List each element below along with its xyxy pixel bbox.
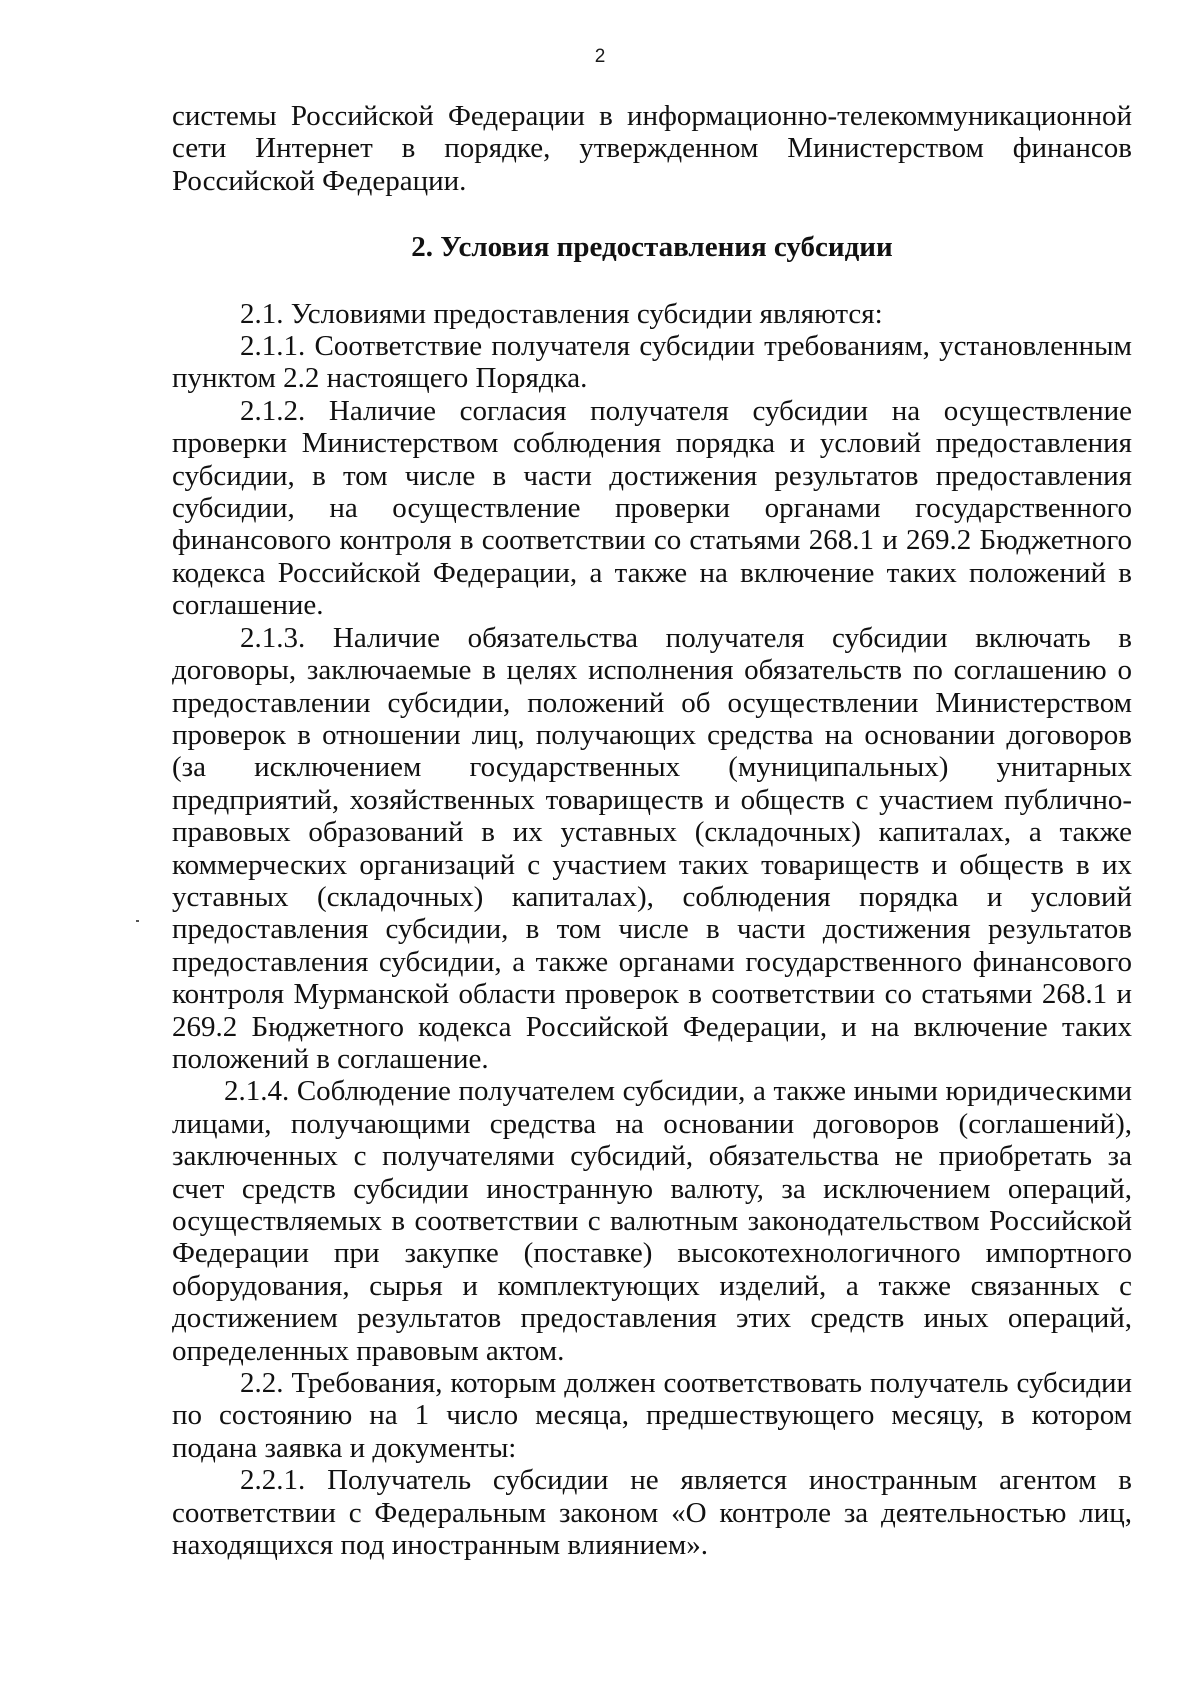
paragraph-2-1-3: 2.1.3. Наличие обязательства получателя субсидии включать в договоры, заключаемые в целях исполнения обязательств по соглашению о предоставлении субсидии, положений об осуществлении Министерством проверок в отношении лиц, получающих средства на основании договоров (за исключением государственных (муниципальных) унитарных предприятий, хозяйственных товариществ и обществ с участием публично-правовых образований в их уставных (складочных) капиталах, а также коммерческих организаций с участием таких товариществ и обществ в их уставных (складочных) капиталах), соблюдения порядка и условий предоставления субсидии, в том числе в части достижения результатов предоставления субсидии, а также органами государственного финансового контроля Мурманской области проверок в соответствии со статьями 268.1 и 269.2 Бюджетного кодекса Российской Федерации, и на включение таких положений в соглашение.	[172, 621, 1132, 1075]
scan-speck	[136, 920, 139, 922]
paragraph-2-1: 2.1. Условиями предоставления субсидии являются:	[240, 297, 883, 330]
paragraph-continuation: системы Российской Федерации в информационно-телекоммуникационной сети Интернет в порядке, утвержденном Министерством финансов Российской Федерации.	[172, 100, 1132, 197]
document-body	[172, 100, 1132, 1561]
page-number: 2	[594, 46, 606, 67]
paragraph-2-1-2: 2.1.2. Наличие согласия получателя субсидии на осуществление проверки Министерством соблюдения порядка и условий предоставления субсидии, в том числе в части достижения результатов предоставления субсидии, на осуществление проверки органами государственного финансового контроля в соответствии со статьями 268.1 и 269.2 Бюджетного кодекса Российской Федерации, а также на включение таких положений в соглашение.	[172, 394, 1132, 622]
paragraph-2-2-1: 2.2.1. Получатель субсидии не является иностранным агентом в соответствии с Федеральным законом «О контроле за деятельностью лиц, находящихся под иностранным влиянием».	[172, 1464, 1132, 1562]
paragraph-2-2: 2.2. Требования, которым должен соответствовать получатель субсидии по состоянию на 1 число месяца, предшествующего месяцу, в котором подана заявка и документы:	[172, 1367, 1132, 1464]
paragraph-2-1-4: 2.1.4. Соблюдение получателем субсидии, а также иными юридическими лицами, получающими средства на основании договоров (соглашений), заключенных с получателями субсидий, обязательства не приобретать за счет средств субсидии иностранную валюту, за исключением операций, осуществляемых в соответствии с валютным законодательством Российской Федерации при закупке (поставке) высокотехнологичного импортного оборудования, сырья и комплектующих изделий, а также связанных с достижением результатов предоставления этих средств иных операций, определенных правовым актом.	[172, 1075, 1132, 1367]
section-title: 2. Условия предоставления субсидии	[411, 231, 893, 264]
paragraph-2-1-1: 2.1.1. Соответствие получателя субсидии требованиям, установленным пунктом 2.2 настоящего Порядка.	[172, 330, 1132, 395]
